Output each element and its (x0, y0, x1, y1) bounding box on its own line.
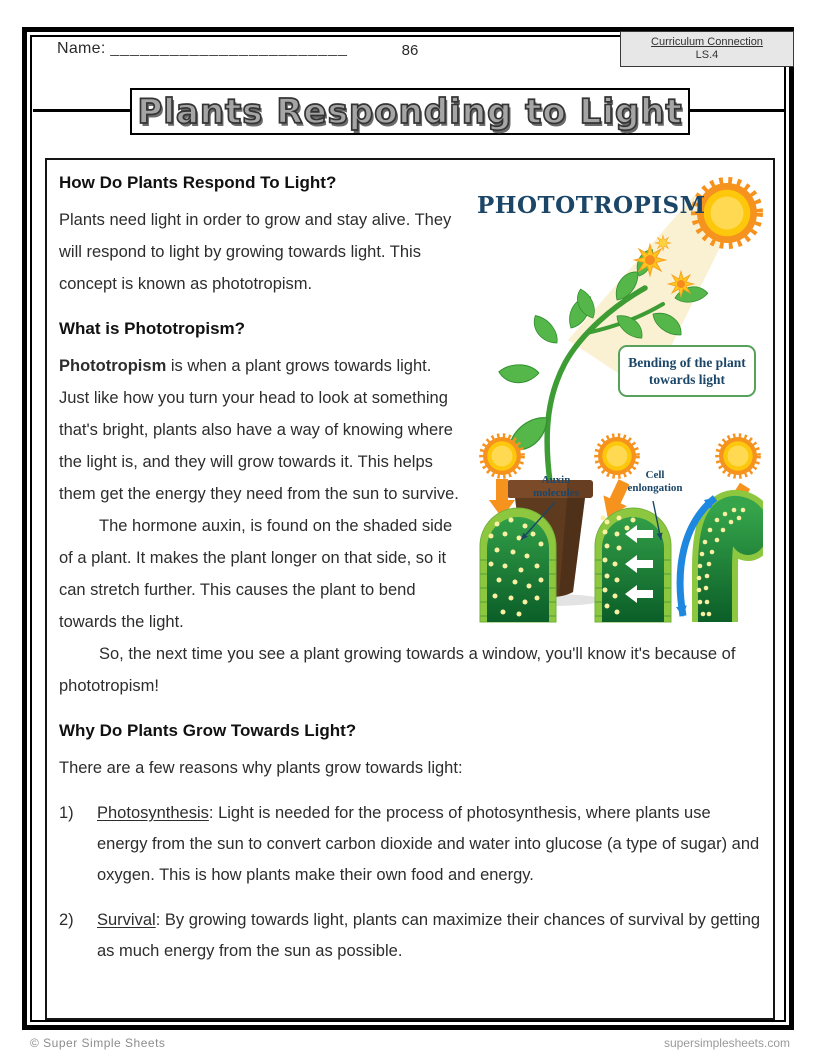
list-number: 2) (59, 911, 74, 929)
bending-callout-box (618, 345, 756, 397)
page-number: 86 (401, 42, 419, 59)
section-heading-what-is: What is Phototropism? (59, 319, 246, 338)
list-item-text: Photosynthesis: Light is needed for the process of photosynthesis, where plants use energy from the sun to convert carbon dioxide and water into glucose (a type of sugar) and oxygen. This is how plants make their own food and energy. (97, 804, 760, 884)
cell-elongation-label: Cell enlongation (627, 469, 683, 494)
auxin-molecules-label: Auxin molecules (533, 474, 579, 499)
bending-callout-text: Bending of the plant towards light (628, 355, 746, 387)
list-item-survival (59, 905, 763, 967)
stem-straight-1 (480, 508, 556, 622)
paragraph-what-is: Phototropism is when a plant grows towards light. Just like how you turn your head to look at something that's bright, plants also have a way of knowing where the light is, and they will grow towards it. This helps them get the energy they need from the sun to survive. (59, 357, 459, 503)
survival-term: Survival (97, 911, 156, 929)
content-box (45, 158, 775, 1020)
phototropism-figure (467, 168, 763, 630)
curriculum-code: LS.4 (695, 49, 719, 61)
figure-title: PHOTOTROPISM (477, 192, 706, 219)
name-blank-line[interactable]: ________________________ (110, 40, 348, 57)
paragraph-auxin: The hormone auxin, is found on the shaded side of a plant. It makes the plant longer on that side, so it can stretch further. This causes the plant to bend towards the light. (59, 517, 453, 631)
section-heading-why: Why Do Plants Grow Towards Light? (59, 721, 357, 740)
phototropism-bold-term: Phototropism (59, 357, 167, 375)
stem-straight-2 (595, 508, 671, 622)
sun-icon (718, 436, 759, 477)
copyright-text: © Super Simple Sheets (30, 1036, 166, 1050)
name-label: Name: (57, 40, 106, 57)
list-item-text: Survival: By growing towards light, plants can maximize their chances of survival by getting as much energy from the sun as possible. (97, 911, 761, 960)
page-title: Plants Responding to Light (137, 91, 683, 132)
curriculum-connection-box (620, 31, 794, 67)
name-row (57, 40, 348, 58)
stem-bottom-mask (687, 622, 763, 630)
list-item-photosynthesis (59, 798, 763, 891)
auxin-flow-arrows (625, 525, 653, 603)
section-heading-respond: How Do Plants Respond To Light? (59, 173, 337, 192)
list-number: 1) (59, 804, 74, 822)
paragraph-window: So, the next time you see a plant growing towards a window, you'll know it's because of phototropism! (59, 645, 736, 695)
stem-bent (697, 508, 752, 630)
paragraph-respond: Plants need light in order to grow and stay alive. They will respond to light by growing towards light. This concept is known as phototropism. (59, 211, 452, 293)
phototropism-illustration (467, 168, 763, 630)
title-banner (130, 88, 690, 135)
paragraph-why-intro: There are a few reasons why plants grow towards light: (59, 759, 463, 777)
website-link[interactable]: supersimplesheets.com (663, 1036, 790, 1050)
curriculum-title: Curriculum Connection (651, 36, 763, 48)
photosynthesis-term: Photosynthesis (97, 804, 209, 822)
